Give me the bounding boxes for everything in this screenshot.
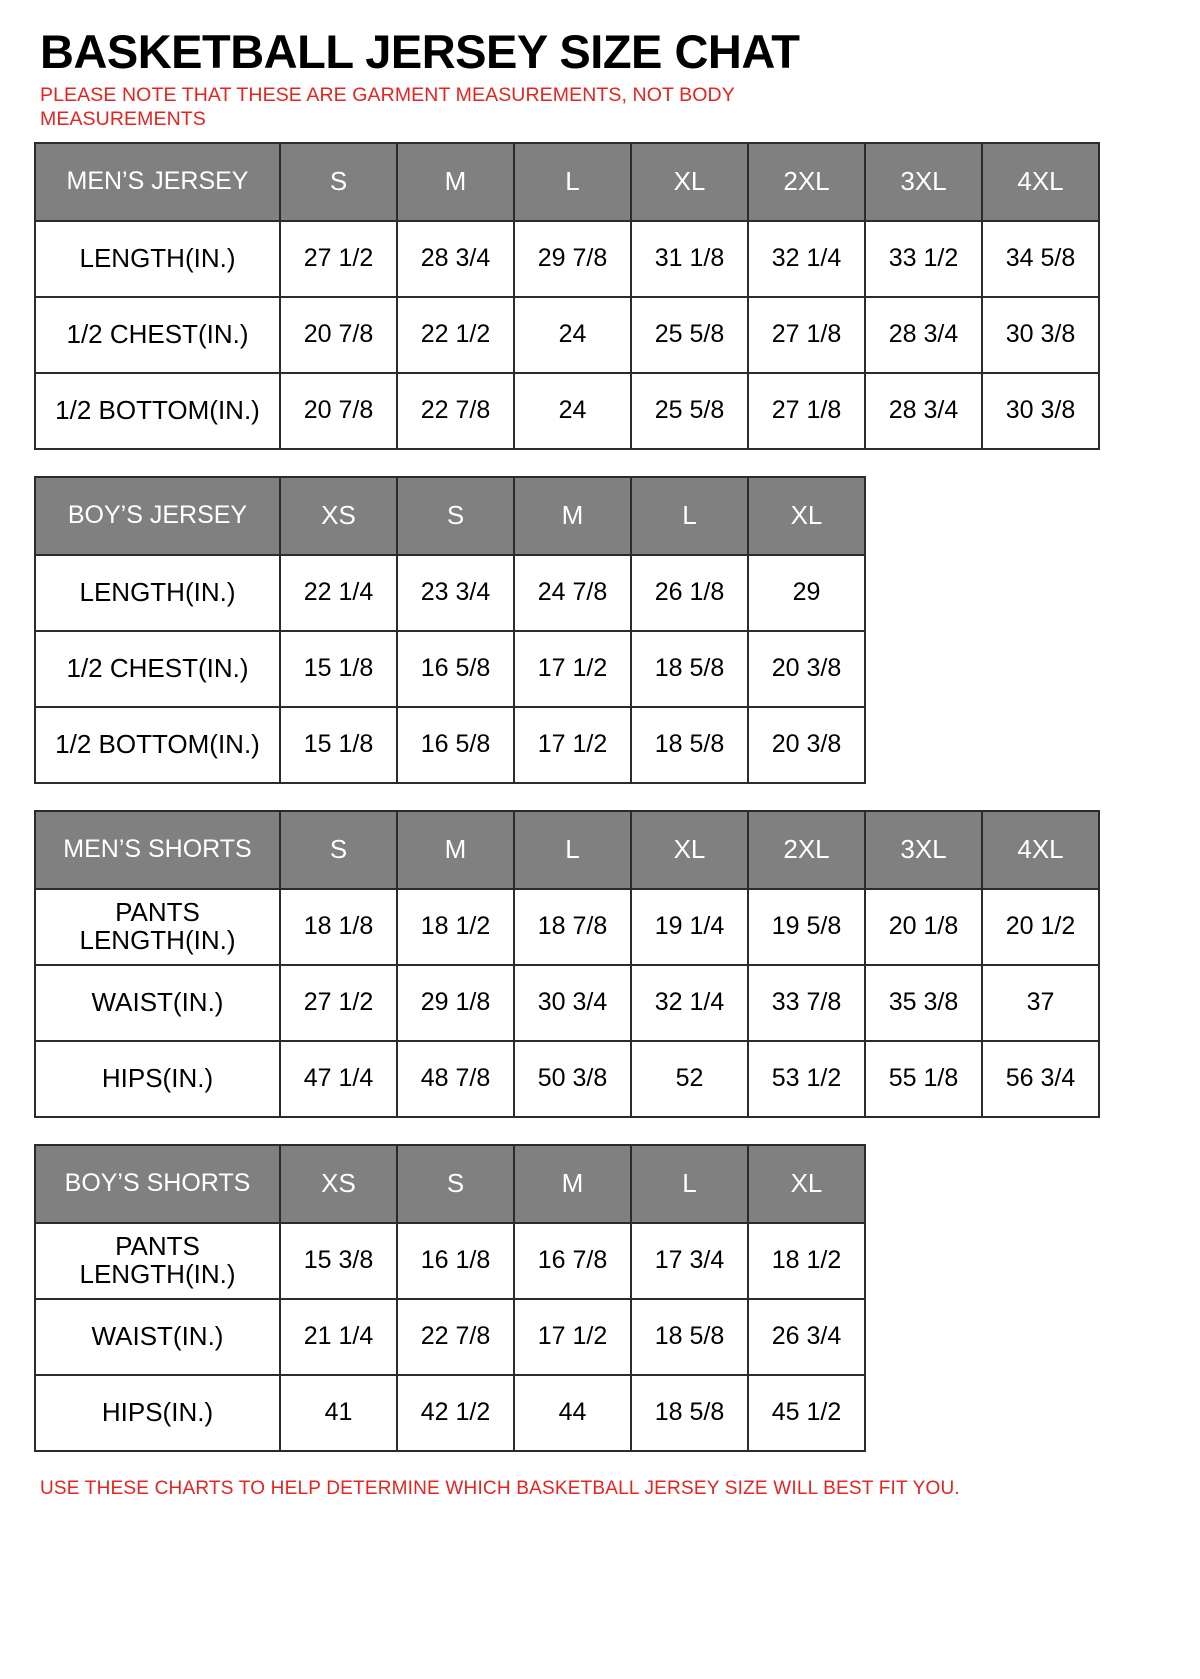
measure-label: HIPS(IN.) bbox=[35, 1041, 280, 1117]
measure-label: HIPS(IN.) bbox=[35, 1375, 280, 1451]
measure-value: 33 1/2 bbox=[865, 221, 982, 297]
measure-value: 16 5/8 bbox=[397, 707, 514, 783]
measure-label: LENGTH(IN.) bbox=[35, 221, 280, 297]
size-header-cell: M bbox=[397, 143, 514, 221]
measure-value: 53 1/2 bbox=[748, 1041, 865, 1117]
size-header-cell: XS bbox=[280, 477, 397, 555]
table-header-row bbox=[35, 143, 1099, 221]
size-header-cell: XL bbox=[748, 477, 865, 555]
table-row bbox=[35, 555, 865, 631]
measure-value: 18 1/8 bbox=[280, 889, 397, 965]
table-row bbox=[35, 297, 1099, 373]
measure-value: 22 1/2 bbox=[397, 297, 514, 373]
table-header-row bbox=[35, 811, 1099, 889]
measure-value: 19 5/8 bbox=[748, 889, 865, 965]
measure-value: 18 1/2 bbox=[748, 1223, 865, 1299]
table-header-row bbox=[35, 477, 865, 555]
size-header-cell: L bbox=[514, 811, 631, 889]
size-header-cell: M bbox=[514, 1145, 631, 1223]
measure-value: 52 bbox=[631, 1041, 748, 1117]
measure-value: 19 1/4 bbox=[631, 889, 748, 965]
measure-value: 20 1/2 bbox=[982, 889, 1099, 965]
measure-label: 1/2 CHEST(IN.) bbox=[35, 631, 280, 707]
measure-label: WAIST(IN.) bbox=[35, 1299, 280, 1375]
measure-value: 15 1/8 bbox=[280, 707, 397, 783]
measure-value: 56 3/4 bbox=[982, 1041, 1099, 1117]
measure-value: 34 5/8 bbox=[982, 221, 1099, 297]
measure-value: 50 3/8 bbox=[514, 1041, 631, 1117]
measure-value: 48 7/8 bbox=[397, 1041, 514, 1117]
measure-value: 27 1/8 bbox=[748, 297, 865, 373]
table-row bbox=[35, 631, 865, 707]
measure-value: 24 bbox=[514, 373, 631, 449]
size-header-cell: L bbox=[514, 143, 631, 221]
measure-value: 17 1/2 bbox=[514, 1299, 631, 1375]
table-boys-jersey bbox=[34, 476, 866, 784]
measure-label: 1/2 BOTTOM(IN.) bbox=[35, 707, 280, 783]
measure-value: 17 3/4 bbox=[631, 1223, 748, 1299]
measure-value: 55 1/8 bbox=[865, 1041, 982, 1117]
measure-value: 18 5/8 bbox=[631, 1375, 748, 1451]
table-mens-jersey bbox=[34, 142, 1100, 450]
table-title-cell: MEN’S SHORTS bbox=[35, 811, 280, 889]
measure-value: 17 1/2 bbox=[514, 631, 631, 707]
measure-value: 25 5/8 bbox=[631, 297, 748, 373]
size-header-cell: 4XL bbox=[982, 143, 1099, 221]
measure-value: 20 3/8 bbox=[748, 707, 865, 783]
measure-value: 45 1/2 bbox=[748, 1375, 865, 1451]
measure-value: 16 5/8 bbox=[397, 631, 514, 707]
measure-label: LENGTH(IN.) bbox=[35, 555, 280, 631]
measure-value: 41 bbox=[280, 1375, 397, 1451]
measure-value: 24 7/8 bbox=[514, 555, 631, 631]
measure-value: 18 7/8 bbox=[514, 889, 631, 965]
table-title-cell: BOY’S SHORTS bbox=[35, 1145, 280, 1223]
measure-value: 24 bbox=[514, 297, 631, 373]
measure-value: 28 3/4 bbox=[865, 373, 982, 449]
size-header-cell: 4XL bbox=[982, 811, 1099, 889]
measure-value: 20 1/8 bbox=[865, 889, 982, 965]
size-header-cell: L bbox=[631, 477, 748, 555]
table-row bbox=[35, 1299, 865, 1375]
table-row bbox=[35, 1041, 1099, 1117]
table-row bbox=[35, 707, 865, 783]
table-mens-shorts bbox=[34, 810, 1100, 1118]
size-header-cell: XS bbox=[280, 1145, 397, 1223]
measure-value: 15 3/8 bbox=[280, 1223, 397, 1299]
measure-value: 20 3/8 bbox=[748, 631, 865, 707]
table-row bbox=[35, 889, 1099, 965]
measure-value: 29 bbox=[748, 555, 865, 631]
measure-value: 15 1/8 bbox=[280, 631, 397, 707]
measure-value: 26 1/8 bbox=[631, 555, 748, 631]
table-row bbox=[35, 1375, 865, 1451]
measure-value: 16 1/8 bbox=[397, 1223, 514, 1299]
measure-value: 21 1/4 bbox=[280, 1299, 397, 1375]
table-row bbox=[35, 221, 1099, 297]
table-row bbox=[35, 1223, 865, 1299]
top-note: PLEASE NOTE THAT THESE ARE GARMENT MEASUREMENTS, NOT BODY MEASUREMENTS bbox=[40, 84, 735, 131]
measure-value: 32 1/4 bbox=[631, 965, 748, 1041]
measure-value: 23 3/4 bbox=[397, 555, 514, 631]
size-header-cell: 3XL bbox=[865, 143, 982, 221]
measure-label: PANTS LENGTH(IN.) bbox=[35, 889, 280, 965]
size-header-cell: S bbox=[280, 143, 397, 221]
measure-value: 27 1/2 bbox=[280, 221, 397, 297]
measure-value: 18 1/2 bbox=[397, 889, 514, 965]
measure-value: 29 7/8 bbox=[514, 221, 631, 297]
tables-container bbox=[34, 142, 1166, 1452]
table-header-row bbox=[35, 1145, 865, 1223]
size-header-cell: XL bbox=[631, 143, 748, 221]
measure-value: 27 1/2 bbox=[280, 965, 397, 1041]
table-title-cell: MEN’S JERSEY bbox=[35, 143, 280, 221]
size-header-cell: 2XL bbox=[748, 811, 865, 889]
measure-value: 37 bbox=[982, 965, 1099, 1041]
measure-value: 28 3/4 bbox=[865, 297, 982, 373]
measure-value: 27 1/8 bbox=[748, 373, 865, 449]
size-header-cell: S bbox=[280, 811, 397, 889]
table-row bbox=[35, 373, 1099, 449]
measure-value: 22 1/4 bbox=[280, 555, 397, 631]
measure-value: 30 3/4 bbox=[514, 965, 631, 1041]
measure-value: 18 5/8 bbox=[631, 631, 748, 707]
measure-value: 22 7/8 bbox=[397, 1299, 514, 1375]
table-row bbox=[35, 965, 1099, 1041]
measure-value: 47 1/4 bbox=[280, 1041, 397, 1117]
measure-value: 32 1/4 bbox=[748, 221, 865, 297]
size-header-cell: 3XL bbox=[865, 811, 982, 889]
table-title-cell: BOY’S JERSEY bbox=[35, 477, 280, 555]
measure-label: WAIST(IN.) bbox=[35, 965, 280, 1041]
measure-value: 30 3/8 bbox=[982, 373, 1099, 449]
measure-label: PANTS LENGTH(IN.) bbox=[35, 1223, 280, 1299]
measure-value: 18 5/8 bbox=[631, 1299, 748, 1375]
measure-value: 22 7/8 bbox=[397, 373, 514, 449]
measure-value: 28 3/4 bbox=[397, 221, 514, 297]
measure-value: 26 3/4 bbox=[748, 1299, 865, 1375]
measure-label: 1/2 BOTTOM(IN.) bbox=[35, 373, 280, 449]
measure-value: 18 5/8 bbox=[631, 707, 748, 783]
measure-value: 16 7/8 bbox=[514, 1223, 631, 1299]
size-header-cell: M bbox=[514, 477, 631, 555]
measure-value: 25 5/8 bbox=[631, 373, 748, 449]
measure-value: 35 3/8 bbox=[865, 965, 982, 1041]
size-header-cell: M bbox=[397, 811, 514, 889]
bottom-note: USE THESE CHARTS TO HELP DETERMINE WHICH BASKETBALL JERSEY SIZE WILL BEST FIT YOU. bbox=[40, 1477, 960, 1499]
table-boys-shorts bbox=[34, 1144, 866, 1452]
measure-value: 30 3/8 bbox=[982, 297, 1099, 373]
size-header-cell: S bbox=[397, 1145, 514, 1223]
size-header-cell: 2XL bbox=[748, 143, 865, 221]
size-header-cell: XL bbox=[748, 1145, 865, 1223]
measure-value: 44 bbox=[514, 1375, 631, 1451]
size-header-cell: S bbox=[397, 477, 514, 555]
measure-value: 33 7/8 bbox=[748, 965, 865, 1041]
measure-value: 20 7/8 bbox=[280, 297, 397, 373]
size-header-cell: L bbox=[631, 1145, 748, 1223]
measure-value: 29 1/8 bbox=[397, 965, 514, 1041]
size-header-cell: XL bbox=[631, 811, 748, 889]
measure-value: 31 1/8 bbox=[631, 221, 748, 297]
page-title: BASKETBALL JERSEY SIZE CHAT bbox=[40, 25, 800, 78]
measure-value: 17 1/2 bbox=[514, 707, 631, 783]
measure-value: 20 7/8 bbox=[280, 373, 397, 449]
measure-label: 1/2 CHEST(IN.) bbox=[35, 297, 280, 373]
measure-value: 42 1/2 bbox=[397, 1375, 514, 1451]
